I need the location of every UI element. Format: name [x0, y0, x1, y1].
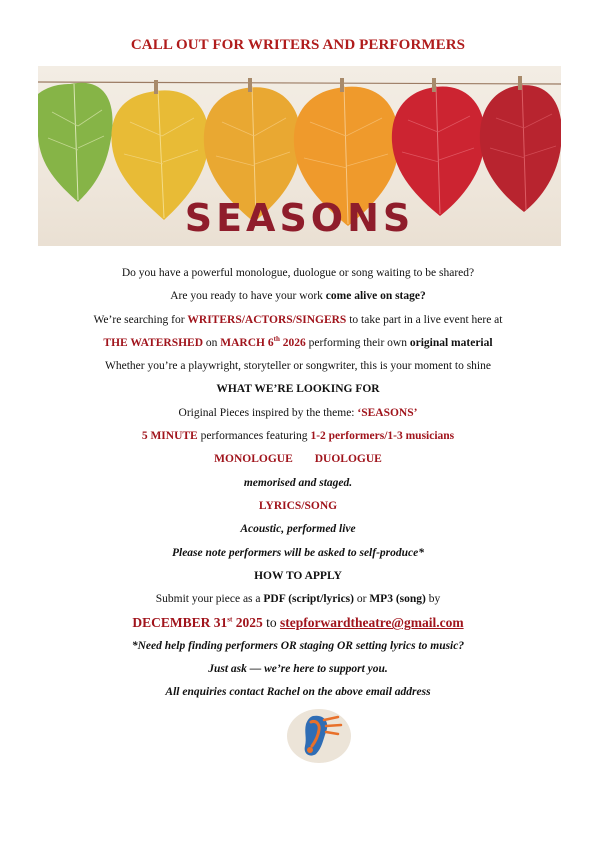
looking-for-heading: WHAT WE’RE LOOKING FOR — [216, 383, 380, 396]
intro-line-2: Are you ready to have your work come alive on stage? — [170, 290, 426, 303]
lyrics-note: Acoustic, performed live — [240, 523, 356, 536]
intro-line-1: Do you have a powerful monologue, duologue or song waiting to be shared? — [121, 267, 475, 279]
format-line: MONOLOGUE DUOLOGUE — [214, 453, 382, 466]
submit-line: Submit your piece as a PDF (script/lyrics) or MP3 (song) by — [155, 593, 441, 606]
lyrics-heading: LYRICS/SONG — [258, 499, 338, 512]
how-to-apply-heading: HOW TO APPLY — [254, 569, 342, 582]
dark-red-leaf-icon — [480, 76, 561, 212]
enquiries-line: All enquiries contact Rachel on the above email address — [165, 686, 431, 699]
theme-line: Original Pieces inspired by the theme: ‘SEASONS’ — [178, 406, 418, 419]
email-link[interactable]: stepforwardtheatre@gmail.com — [279, 615, 464, 631]
page-title: CALL OUT FOR WRITERS AND PERFORMERS — [130, 37, 466, 53]
support-line: Just ask — we’re here to support you. — [208, 663, 388, 676]
green-leaf-icon — [38, 83, 113, 202]
banner-word: SEASONS — [184, 196, 415, 240]
deadline-line: DECEMBER 31st 2025 to stepforwardtheatre@gmail.com — [132, 615, 464, 631]
seasons-banner — [38, 66, 561, 246]
monologue-note: memorised and staged. — [243, 476, 353, 489]
performance-line: 5 MINUTE performances featuring 1-2 performers/1-3 musicians — [141, 430, 455, 443]
intro-line-4: THE WATERSHED on MARCH 6th 2026 performing their own original material — [103, 335, 493, 349]
content — [0, 262, 596, 705]
help-line: *Need help finding performers OR staging OR setting lyrics to music? — [131, 639, 465, 652]
self-produce-note: Please note performers will be asked to self-produce* — [171, 546, 424, 559]
intro-line-5: Whether you’re a playwright, storyteller or songwriter, this is your moment to shine — [105, 360, 491, 373]
footprint-logo-icon — [286, 708, 352, 764]
intro-line-3: We’re searching for WRITERS/ACTORS/SINGERS to take part in a live event here at — [93, 313, 503, 326]
